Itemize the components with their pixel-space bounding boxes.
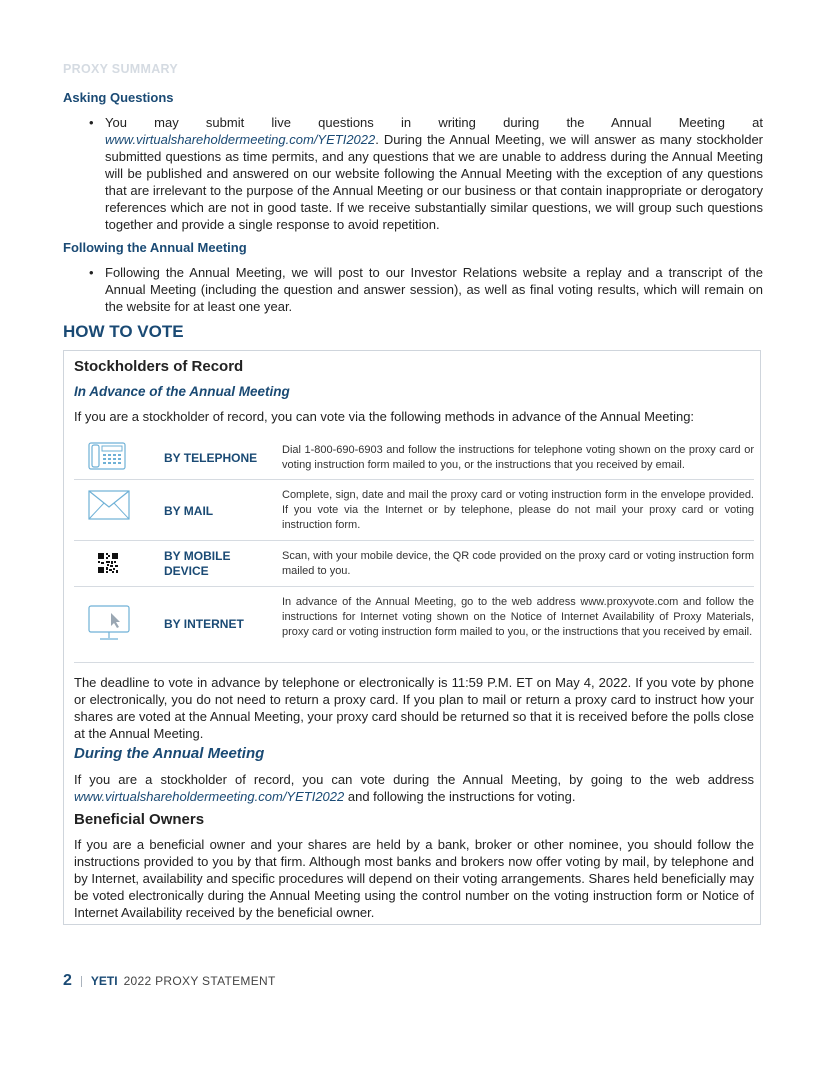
following-meeting-heading: Following the Annual Meeting — [63, 240, 247, 255]
following-meeting-bullet — [63, 264, 763, 315]
in-advance-heading: In Advance of the Annual Meeting — [74, 384, 290, 399]
method-desc-mail: Complete, sign, date and mail the proxy card or voting instruction form in the envelope provided. If you vote via the Internet or by telephone, please do not mail your proxy card or voting instruction form. — [282, 489, 754, 531]
during-meeting-link[interactable]: www.virtualshareholdermeeting.com/YETI2022 — [74, 789, 345, 804]
method-row-internet — [74, 587, 754, 663]
bullet-icon: • — [89, 115, 94, 130]
following-text: Following the Annual Meeting, we will post to our Investor Relations website a replay and a transcript of the Annual Meeting (including the question and answer session), as well as final voting results, which will remain on the website for at least one year. — [105, 265, 763, 314]
method-row-telephone — [74, 436, 754, 480]
during-text-after: and following the instructions for voting. — [344, 789, 576, 804]
stockholders-of-record-heading: Stockholders of Record — [74, 358, 244, 375]
method-desc-internet: In advance of the Annual Meeting, go to the web address www.proxyvote.com and follow the instructions for Internet voting shown on the Notice of Internet Availability of Proxy Materials, proxy card or voting instruction form mailed to you, or the instructions that you received by email. — [282, 596, 754, 638]
page-footer — [63, 972, 276, 990]
method-label-internet: BY INTERNET — [164, 617, 244, 631]
page-number: 2 — [63, 972, 72, 989]
during-text-before: If you are a stockholder of record, you can vote during the Annual Meeting, by going to the web address — [74, 772, 754, 787]
monitor-cursor-icon — [88, 605, 130, 646]
method-desc-telephone: Dial 1-800-690-6903 and follow the instructions for telephone voting shown on the proxy card or voting instruction form mailed to you, or the instructions that you received by email. — [282, 444, 754, 471]
virtual-meeting-link[interactable]: www.virtualshareholdermeeting.com/YETI2022 — [105, 132, 376, 147]
asking-text-before: You may submit live questions in writing during the Annual Meeting at — [105, 115, 763, 130]
method-row-mobile — [74, 541, 754, 587]
asking-questions-bullet — [63, 114, 763, 233]
bullet-icon: • — [89, 265, 94, 280]
during-meeting-heading: During the Annual Meeting — [74, 745, 265, 762]
method-desc-mobile: Scan, with your mobile device, the QR code provided on the proxy card or voting instruction form mailed to you. — [282, 550, 754, 577]
qr-code-icon — [98, 553, 118, 578]
how-to-vote-box — [63, 350, 761, 925]
envelope-icon — [88, 490, 130, 525]
section-kicker: PROXY SUMMARY — [63, 62, 179, 76]
method-label-mobile: BY MOBILE DEVICE — [164, 549, 231, 578]
method-label-telephone: BY TELEPHONE — [164, 451, 258, 465]
asking-text-after: . During the Annual Meeting, we will answer as many stockholder submitted questions as time permits, and any questions that we are unable to address during the Annual Meeting will be published and answered on our website following the Annual Meeting with the exception of any questions that are irrelevant to the purpose of the Annual Meeting or our business or that contain inappropriate or derogatory references which are not in good taste. If we receive substantially similar questions, we will group such questions together and provide a single response to avoid repetition. — [105, 132, 763, 232]
beneficial-owners-heading: Beneficial Owners — [74, 811, 205, 828]
telephone-icon — [88, 442, 126, 475]
voting-methods-table — [74, 436, 754, 663]
footer-divider — [81, 976, 82, 987]
beneficial-owners-paragraph: If you are a beneficial owner and your shares are held by a bank, broker or other nominee, you should follow the instructions provided to you by that firm. Although most banks and brokers now offer voting by mail, by telephone and by Internet, availability and specific procedures will depend on their voting arrangements. Shares held beneficially may be voted electronically during the Annual Meeting using the control number on the voting instruction form or Notice of Internet Availability received by the beneficial owner. — [74, 837, 754, 920]
footer-document-title: 2022 PROXY STATEMENT — [123, 974, 276, 988]
how-to-vote-heading: HOW TO VOTE — [63, 322, 184, 341]
during-meeting-paragraph — [74, 771, 754, 805]
deadline-paragraph: The deadline to vote in advance by telephone or electronically is 11:59 P.M. ET on May 4, 2022. If you vote by phone or electronically, you do not need to return a proxy card. If you plan to mail or return a proxy card to instruct how your shares are voted at the Annual Meeting, your proxy card should be returned so that it is received before the polls close at the Annual Meeting. — [74, 675, 755, 741]
method-row-mail — [74, 480, 754, 541]
record-intro: If you are a stockholder of record, you can vote via the following methods in advance of the Annual Meeting: — [74, 409, 695, 424]
footer-brand: YETI — [90, 974, 118, 988]
asking-questions-heading: Asking Questions — [63, 90, 174, 105]
method-label-mail: BY MAIL — [164, 504, 214, 518]
